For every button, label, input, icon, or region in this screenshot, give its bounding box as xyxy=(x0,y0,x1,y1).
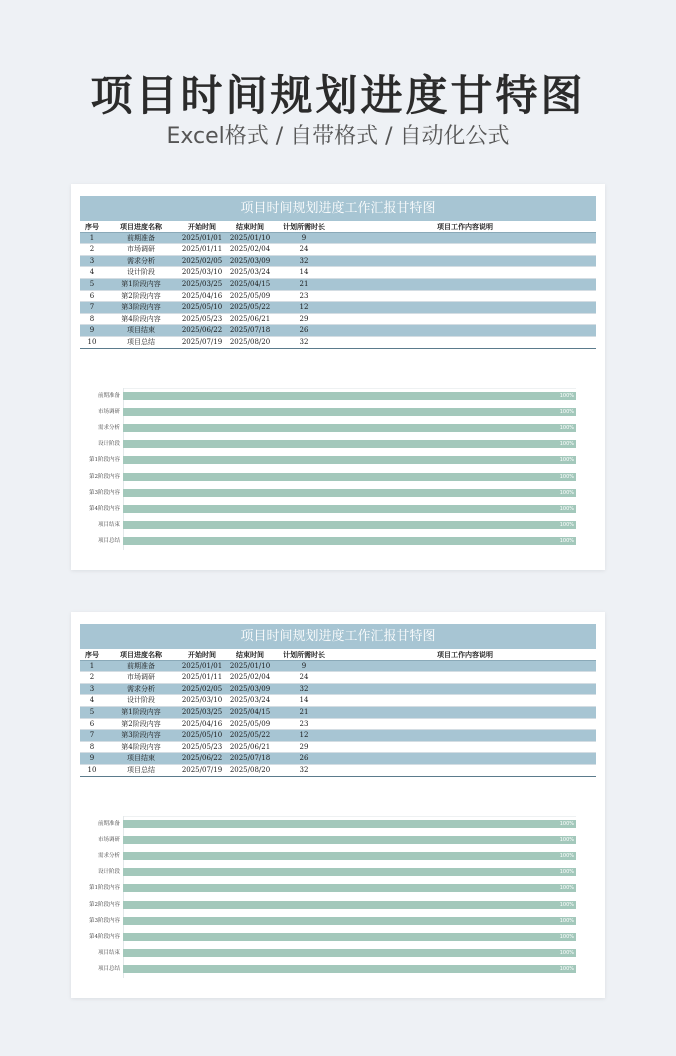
gantt-label: 前期准备 xyxy=(97,821,120,827)
cell-end: 2025/06/21 xyxy=(229,314,271,323)
table-row xyxy=(80,753,596,765)
header-desc: 项目工作内容说明 xyxy=(437,650,493,659)
header-no: 序号 xyxy=(85,222,99,231)
cell-duration: 12 xyxy=(299,731,309,740)
cell-desc xyxy=(334,684,596,695)
cell-name: 设计阶段 xyxy=(127,696,155,705)
gantt-track xyxy=(123,505,576,513)
gantt-row xyxy=(80,933,596,942)
header-start: 开始时间 xyxy=(188,650,216,659)
gantt-percent: 100% xyxy=(559,489,574,496)
table-row xyxy=(80,695,596,707)
table-row xyxy=(80,730,596,742)
cell-duration: 14 xyxy=(299,696,309,705)
schedule-table xyxy=(80,196,596,349)
gantt-row xyxy=(80,884,596,893)
hero-subtitle: Excel格式 / 自带格式 / 自动化公式 xyxy=(166,124,510,149)
cell-desc xyxy=(334,661,596,672)
cell-duration: 21 xyxy=(299,279,309,288)
cell-start: 2025/07/19 xyxy=(181,765,223,774)
gantt-bar xyxy=(123,408,576,416)
gantt-label: 项目结束 xyxy=(97,949,120,956)
header-name: 项目进度名称 xyxy=(120,650,162,659)
cell-end: 2025/08/20 xyxy=(229,765,271,774)
gantt-percent: 100% xyxy=(559,933,574,940)
table-body xyxy=(80,661,596,777)
table-header-row xyxy=(80,649,596,661)
cell-end: 2025/02/04 xyxy=(229,673,271,682)
gantt-percent: 100% xyxy=(559,869,574,876)
gantt-track xyxy=(123,933,576,941)
gantt-label: 需求分析 xyxy=(97,425,120,432)
cell-duration: 32 xyxy=(299,765,309,774)
gantt-top-line xyxy=(123,388,576,389)
gantt-percent: 100% xyxy=(559,965,574,972)
gantt-bar xyxy=(123,917,576,925)
cell-no: 6 xyxy=(89,291,95,300)
cell-desc xyxy=(334,337,596,348)
gantt-bar xyxy=(123,852,576,860)
gantt-track xyxy=(123,473,576,481)
table-header-row xyxy=(80,221,596,233)
cell-desc xyxy=(334,672,596,683)
cell-desc xyxy=(334,753,596,764)
schedule-table xyxy=(80,624,596,777)
table-row xyxy=(80,707,596,719)
cell-duration: 29 xyxy=(299,314,309,323)
gantt-bar xyxy=(123,933,576,941)
table-row xyxy=(80,325,596,337)
gantt-percent: 100% xyxy=(559,901,574,908)
gantt-bar xyxy=(123,521,576,529)
gantt-bar xyxy=(123,884,576,892)
table-row xyxy=(80,244,596,256)
cell-desc xyxy=(334,314,596,325)
cell-start: 2025/06/22 xyxy=(181,754,223,763)
gantt-bar xyxy=(123,505,576,513)
sheet-preview-1 xyxy=(71,184,605,570)
cell-start: 2025/06/22 xyxy=(181,326,223,335)
cell-no: 3 xyxy=(89,256,95,265)
cell-desc xyxy=(334,730,596,741)
gantt-percent: 100% xyxy=(559,393,574,399)
cell-start: 2025/03/25 xyxy=(181,279,223,288)
cell-start: 2025/04/16 xyxy=(181,719,223,728)
gantt-percent: 100% xyxy=(559,853,574,860)
cell-name: 第3阶段内容 xyxy=(121,731,161,740)
cell-no: 9 xyxy=(89,326,95,335)
cell-name: 市场调研 xyxy=(127,245,155,254)
gantt-row xyxy=(80,408,596,417)
gantt-bar xyxy=(123,836,576,844)
cell-desc xyxy=(334,291,596,302)
cell-end: 2025/07/18 xyxy=(229,326,271,335)
gantt-track xyxy=(123,392,576,400)
cell-duration: 32 xyxy=(299,684,309,693)
cell-no: 5 xyxy=(89,707,95,716)
table-row xyxy=(80,742,596,754)
cell-no: 6 xyxy=(89,719,95,728)
cell-desc xyxy=(334,742,596,753)
gantt-label: 设计阶段 xyxy=(97,869,120,876)
cell-start: 2025/02/05 xyxy=(181,684,223,693)
cell-desc xyxy=(334,765,596,776)
gantt-bar xyxy=(123,537,576,545)
gantt-row xyxy=(80,901,596,910)
cell-duration: 26 xyxy=(299,326,309,335)
cell-duration: 32 xyxy=(299,256,309,265)
cell-name: 第4阶段内容 xyxy=(121,314,161,323)
cell-end: 2025/05/09 xyxy=(229,291,271,300)
gantt-label: 前期准备 xyxy=(97,393,120,399)
gantt-top-line xyxy=(123,816,576,817)
gantt-label: 第1阶段内容 xyxy=(89,457,120,464)
cell-no: 8 xyxy=(89,742,95,751)
hero-title: 项目时间规划进度甘特图 xyxy=(90,71,586,120)
table-row xyxy=(80,302,596,314)
cell-name: 第2阶段内容 xyxy=(121,291,161,300)
cell-end: 2025/03/24 xyxy=(229,696,271,705)
cell-desc xyxy=(334,707,596,718)
gantt-row xyxy=(80,836,596,845)
cell-start: 2025/01/11 xyxy=(181,245,223,254)
cell-duration: 26 xyxy=(299,754,309,763)
header-end: 结束时间 xyxy=(236,650,264,659)
gantt-bar xyxy=(123,456,576,464)
table-row xyxy=(80,279,596,291)
gantt-bar xyxy=(123,473,576,481)
cell-duration: 24 xyxy=(299,673,309,682)
gantt-label: 项目总结 xyxy=(97,537,120,544)
cell-no: 9 xyxy=(89,754,95,763)
cell-name: 需求分析 xyxy=(127,256,155,265)
gantt-row xyxy=(80,473,596,482)
header-desc: 项目工作内容说明 xyxy=(437,222,493,231)
cell-desc xyxy=(334,302,596,313)
gantt-row xyxy=(80,440,596,449)
cell-no: 5 xyxy=(89,279,95,288)
table-title: 项目时间规划进度工作汇报甘特图 xyxy=(80,196,596,221)
gantt-row xyxy=(80,820,596,829)
cell-start: 2025/03/10 xyxy=(181,268,223,277)
cell-no: 10 xyxy=(87,765,97,774)
gantt-label: 市场调研 xyxy=(97,837,120,844)
cell-end: 2025/06/21 xyxy=(229,742,271,751)
table-row xyxy=(80,684,596,696)
gantt-percent: 100% xyxy=(559,949,574,956)
gantt-track xyxy=(123,820,576,828)
gantt-bar xyxy=(123,965,576,973)
gantt-track xyxy=(123,884,576,892)
gantt-track xyxy=(123,456,576,464)
header-no: 序号 xyxy=(85,650,99,659)
cell-end: 2025/01/10 xyxy=(229,661,271,670)
gantt-track xyxy=(123,965,576,973)
cell-name: 第1阶段内容 xyxy=(121,707,161,716)
gantt-percent: 100% xyxy=(559,425,574,432)
gantt-track xyxy=(123,440,576,448)
cell-start: 2025/05/10 xyxy=(181,731,223,740)
gantt-label: 第2阶段内容 xyxy=(89,473,120,480)
cell-desc xyxy=(334,325,596,336)
gantt-bar xyxy=(123,820,576,828)
cell-name: 项目总结 xyxy=(127,337,155,346)
gantt-track xyxy=(123,901,576,909)
cell-no: 7 xyxy=(89,731,95,740)
gantt-bar xyxy=(123,440,576,448)
cell-duration: 32 xyxy=(299,337,309,346)
cell-name: 第4阶段内容 xyxy=(121,742,161,751)
gantt-percent: 100% xyxy=(559,441,574,448)
table-body xyxy=(80,233,596,349)
cell-start: 2025/03/10 xyxy=(181,696,223,705)
gantt-label: 市场调研 xyxy=(97,409,120,416)
cell-no: 1 xyxy=(89,233,95,242)
cell-end: 2025/08/20 xyxy=(229,337,271,346)
gantt-chart xyxy=(80,388,596,550)
gantt-track xyxy=(123,408,576,416)
gantt-row xyxy=(80,489,596,498)
cell-desc xyxy=(334,279,596,290)
gantt-percent: 100% xyxy=(559,409,574,416)
gantt-track xyxy=(123,521,576,529)
cell-duration: 29 xyxy=(299,742,309,751)
gantt-label: 第4阶段内容 xyxy=(89,933,120,940)
cell-no: 8 xyxy=(89,314,95,323)
gantt-track xyxy=(123,424,576,432)
cell-name: 项目结束 xyxy=(127,326,155,335)
gantt-label: 第3阶段内容 xyxy=(89,489,120,496)
gantt-row xyxy=(80,456,596,465)
cell-desc xyxy=(334,719,596,730)
table-row xyxy=(80,661,596,673)
cell-no: 4 xyxy=(89,696,95,705)
gantt-label: 项目结束 xyxy=(97,521,120,528)
gantt-percent: 100% xyxy=(559,885,574,892)
table-row xyxy=(80,719,596,731)
gantt-row xyxy=(80,965,596,974)
header-duration: 计划所需时长 xyxy=(283,650,325,659)
gantt-percent: 100% xyxy=(559,457,574,464)
cell-end: 2025/04/15 xyxy=(229,707,271,716)
header-start: 开始时间 xyxy=(188,222,216,231)
gantt-row xyxy=(80,868,596,877)
cell-no: 4 xyxy=(89,268,95,277)
gantt-label: 第4阶段内容 xyxy=(89,505,120,512)
gantt-track xyxy=(123,489,576,497)
cell-desc xyxy=(334,267,596,278)
gantt-row xyxy=(80,949,596,958)
cell-start: 2025/03/25 xyxy=(181,707,223,716)
table-row xyxy=(80,314,596,326)
cell-start: 2025/01/01 xyxy=(181,661,223,670)
cell-desc xyxy=(334,233,596,244)
cell-end: 2025/03/24 xyxy=(229,268,271,277)
gantt-label: 第3阶段内容 xyxy=(89,917,120,924)
gantt-percent: 100% xyxy=(559,821,574,827)
cell-no: 2 xyxy=(89,673,95,682)
cell-end: 2025/01/10 xyxy=(229,233,271,242)
cell-no: 7 xyxy=(89,303,95,312)
cell-no: 1 xyxy=(89,661,95,670)
table-row xyxy=(80,765,596,777)
gantt-track xyxy=(123,949,576,957)
cell-name: 第3阶段内容 xyxy=(121,303,161,312)
gantt-percent: 100% xyxy=(559,537,574,544)
gantt-bar xyxy=(123,949,576,957)
table-row xyxy=(80,233,596,245)
gantt-bar xyxy=(123,489,576,497)
cell-end: 2025/03/09 xyxy=(229,256,271,265)
cell-duration: 12 xyxy=(299,303,309,312)
cell-start: 2025/05/23 xyxy=(181,314,223,323)
cell-name: 市场调研 xyxy=(127,673,155,682)
table-row xyxy=(80,267,596,279)
gantt-row xyxy=(80,852,596,861)
gantt-row xyxy=(80,537,596,546)
header-end: 结束时间 xyxy=(236,222,264,231)
cell-start: 2025/05/10 xyxy=(181,303,223,312)
gantt-label: 项目总结 xyxy=(97,965,120,972)
gantt-percent: 100% xyxy=(559,917,574,924)
cell-no: 10 xyxy=(87,337,97,346)
table-title: 项目时间规划进度工作汇报甘特图 xyxy=(80,624,596,649)
cell-start: 2025/05/23 xyxy=(181,742,223,751)
header-name: 项目进度名称 xyxy=(120,222,162,231)
gantt-label: 第1阶段内容 xyxy=(89,885,120,892)
gantt-track xyxy=(123,852,576,860)
cell-name: 第2阶段内容 xyxy=(121,719,161,728)
cell-start: 2025/07/19 xyxy=(181,337,223,346)
cell-end: 2025/04/15 xyxy=(229,279,271,288)
cell-start: 2025/02/05 xyxy=(181,256,223,265)
cell-end: 2025/03/09 xyxy=(229,684,271,693)
table-row xyxy=(80,672,596,684)
cell-end: 2025/02/04 xyxy=(229,245,271,254)
gantt-bar xyxy=(123,424,576,432)
cell-duration: 23 xyxy=(299,291,309,300)
gantt-percent: 100% xyxy=(559,521,574,528)
gantt-track xyxy=(123,836,576,844)
gantt-track xyxy=(123,917,576,925)
gantt-label: 设计阶段 xyxy=(97,441,120,448)
cell-name: 需求分析 xyxy=(127,684,155,693)
gantt-bar xyxy=(123,868,576,876)
cell-desc xyxy=(334,256,596,267)
gantt-track xyxy=(123,868,576,876)
cell-desc xyxy=(334,244,596,255)
header-duration: 计划所需时长 xyxy=(283,222,325,231)
cell-name: 项目结束 xyxy=(127,754,155,763)
gantt-row xyxy=(80,917,596,926)
table-row xyxy=(80,291,596,303)
cell-duration: 24 xyxy=(299,245,309,254)
gantt-percent: 100% xyxy=(559,473,574,480)
cell-end: 2025/05/09 xyxy=(229,719,271,728)
cell-desc xyxy=(334,695,596,706)
gantt-track xyxy=(123,537,576,545)
gantt-bar xyxy=(123,901,576,909)
gantt-percent: 100% xyxy=(559,505,574,512)
cell-name: 前期准备 xyxy=(127,661,155,670)
gantt-bar xyxy=(123,392,576,400)
sheet-preview-2 xyxy=(71,612,605,998)
cell-duration: 9 xyxy=(301,661,307,670)
cell-name: 前期准备 xyxy=(127,233,155,242)
gantt-label: 需求分析 xyxy=(97,853,120,860)
cell-duration: 23 xyxy=(299,719,309,728)
cell-no: 2 xyxy=(89,245,95,254)
cell-no: 3 xyxy=(89,684,95,693)
gantt-chart xyxy=(80,816,596,978)
gantt-row xyxy=(80,521,596,530)
gantt-percent: 100% xyxy=(559,837,574,844)
cell-start: 2025/01/01 xyxy=(181,233,223,242)
cell-duration: 14 xyxy=(299,268,309,277)
cell-end: 2025/05/22 xyxy=(229,731,271,740)
gantt-row xyxy=(80,505,596,514)
cell-end: 2025/07/18 xyxy=(229,754,271,763)
gantt-row xyxy=(80,392,596,401)
gantt-row xyxy=(80,424,596,433)
cell-name: 项目总结 xyxy=(127,765,155,774)
cell-start: 2025/01/11 xyxy=(181,673,223,682)
table-row xyxy=(80,337,596,349)
cell-duration: 9 xyxy=(301,233,307,242)
cell-duration: 21 xyxy=(299,707,309,716)
cell-end: 2025/05/22 xyxy=(229,303,271,312)
gantt-label: 第2阶段内容 xyxy=(89,901,120,908)
table-row xyxy=(80,256,596,268)
cell-start: 2025/04/16 xyxy=(181,291,223,300)
cell-name: 设计阶段 xyxy=(127,268,155,277)
cell-name: 第1阶段内容 xyxy=(121,279,161,288)
